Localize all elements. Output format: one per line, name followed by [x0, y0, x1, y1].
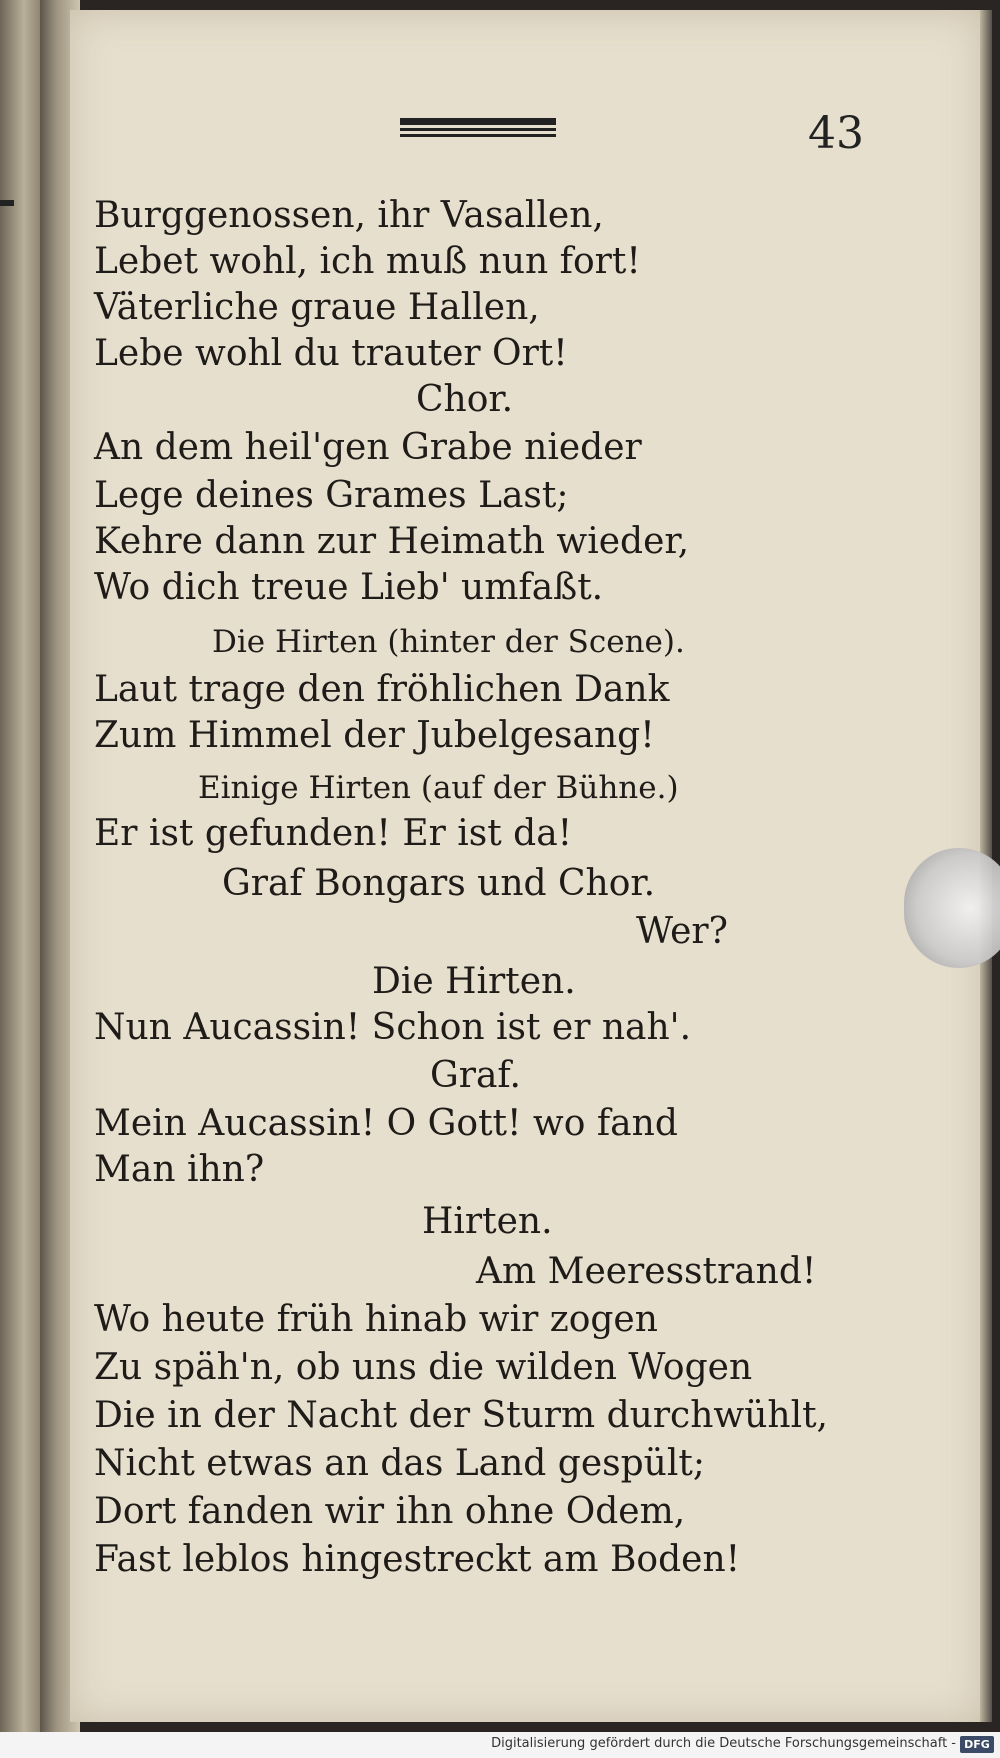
verse-line: Lebe wohl du trauter Ort! [94, 333, 568, 374]
verse-line: Lebet wohl, ich muß nun fort! [94, 241, 641, 282]
verse-line: Fast leblos hingestreckt am Boden! [94, 1539, 741, 1580]
verse-line: Er ist gefunden! Er ist da! [94, 813, 573, 854]
verse-line: Väterliche graue Hallen, [94, 287, 540, 328]
verse-line: Wo dich treue Lieb' umfaßt. [94, 567, 604, 608]
header-ornament-rule [400, 118, 556, 142]
verse-line: Kehre dann zur Heimath wieder, [94, 521, 690, 562]
dfg-logo: DFG [960, 1736, 994, 1753]
speaker-heading: Hirten. [422, 1201, 553, 1242]
facing-page-edge [0, 0, 40, 1732]
funding-credit: Digitalisierung gefördert durch die Deutsche Forschungsgemeinschaft - [491, 1736, 956, 1751]
verse-line: Mein Aucassin! O Gott! wo fand [94, 1103, 678, 1144]
verse-line: Zu späh'n, ob uns die wilden Wogen [94, 1347, 753, 1388]
verse-line: Wer? [636, 911, 728, 952]
page-clip-tab [904, 848, 1000, 968]
verse-line: Lege deines Grames Last; [94, 475, 569, 516]
verse-line: Nicht etwas an das Land gespült; [94, 1443, 705, 1484]
verse-line: Am Meeresstrand! [476, 1251, 817, 1292]
facing-page-mark [0, 200, 14, 206]
verse-line: Laut trage den fröhlichen Dank [94, 669, 670, 710]
speaker-heading: Einige Hirten (auf der Bühne.) [198, 770, 679, 806]
verse-line: Dort fanden wir ihn ohne Odem, [94, 1491, 686, 1532]
verse-line: An dem heil'gen Grabe nieder [94, 427, 642, 468]
verse-line: Burggenossen, ihr Vasallen, [94, 195, 604, 236]
speaker-heading: Graf Bongars und Chor. [222, 863, 656, 904]
speaker-heading: Die Hirten. [372, 961, 576, 1002]
verse-line: Man ihn? [94, 1149, 265, 1190]
speaker-heading: Die Hirten (hinter der Scene). [212, 624, 685, 660]
verse-line: Die in der Nacht der Sturm durchwühlt, [94, 1395, 828, 1436]
verse-line: Nun Aucassin! Schon ist er nah'. [94, 1007, 692, 1048]
speaker-heading: Graf. [430, 1055, 521, 1096]
verse-line: Zum Himmel der Jubelgesang! [94, 715, 655, 756]
verse-line: Wo heute früh hinab wir zogen [94, 1299, 658, 1340]
speaker-heading: Chor. [416, 379, 514, 420]
digitization-footer [0, 1732, 1000, 1758]
page-number: 43 [808, 108, 864, 159]
